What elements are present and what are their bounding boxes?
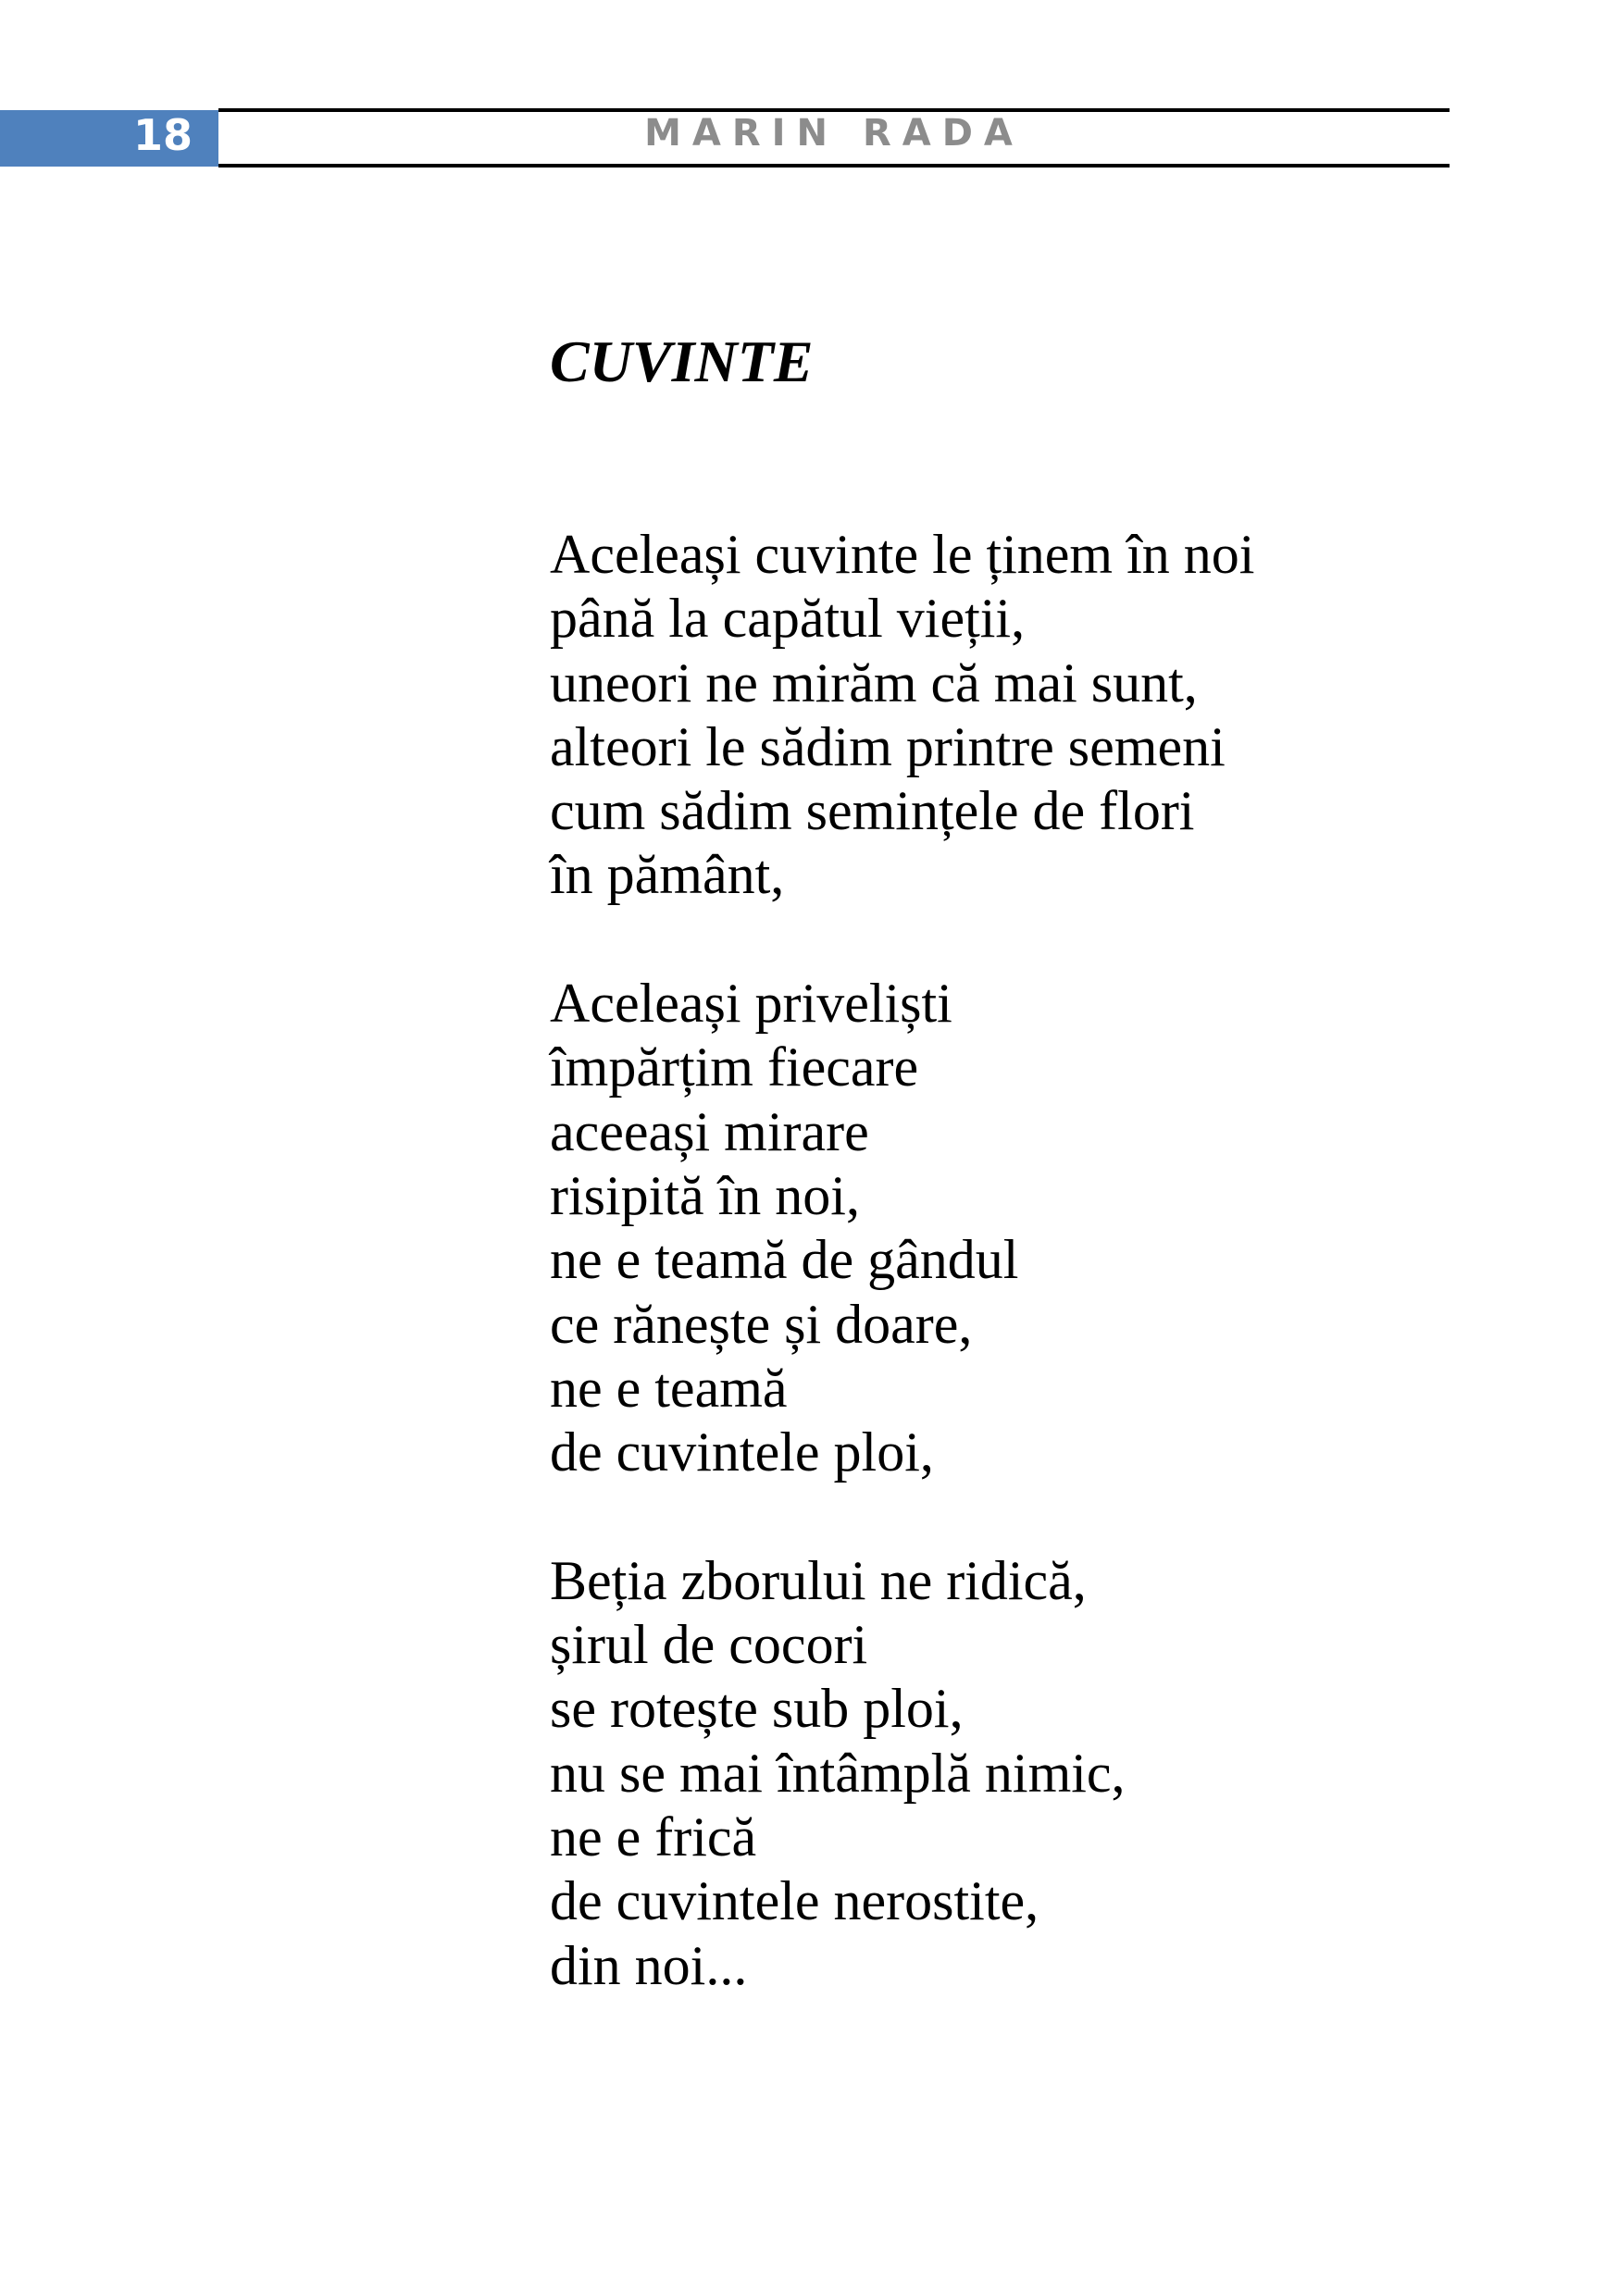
- poem-line: ne e teamă: [550, 1357, 788, 1419]
- page-number: 18: [132, 110, 193, 160]
- poem-line: de cuvintele ploi,: [550, 1421, 934, 1483]
- poem-line: împărțim fiecare: [550, 1036, 919, 1098]
- running-header-author: MARIN RADA: [644, 112, 1024, 155]
- poem-line: Aceleași cuvinte le ținem în noi: [550, 524, 1255, 585]
- stanza-break: [550, 1484, 1254, 1548]
- poem-line: cum sădim semințele de flori: [550, 780, 1195, 842]
- poem-line: se rotește sub ploi,: [550, 1678, 964, 1740]
- stanza-break: [550, 908, 1254, 972]
- poem-line: de cuvintele nerostite,: [550, 1870, 1039, 1932]
- poem-line: nu se mai întâmplă nimic,: [550, 1742, 1126, 1804]
- poem-line: ne e teamă de gândul: [550, 1229, 1019, 1291]
- poem-line: alteori le sădim printre semeni: [550, 715, 1226, 777]
- header-bottom-rule: [218, 164, 1450, 168]
- poem-line: Aceleași priveliști: [550, 973, 952, 1035]
- poem-line: șirul de cocori: [550, 1614, 868, 1676]
- poem-title: CUVINTE: [550, 329, 814, 394]
- poem-line: din noi...: [550, 1934, 748, 1996]
- poem-line: Beția zborului ne ridică,: [550, 1549, 1087, 1611]
- poem-line: până la capătul vieții,: [550, 588, 1026, 650]
- poem-line: risipită în noi,: [550, 1164, 860, 1226]
- poem-line: uneori ne mirăm că mai sunt,: [550, 652, 1198, 714]
- poem-line: ce rănește și doare,: [550, 1293, 973, 1355]
- poem-line: aceeași mirare: [550, 1100, 869, 1162]
- poem-line: în pământ,: [550, 844, 785, 906]
- poem-line: ne e frică: [550, 1806, 757, 1868]
- poem-body: [550, 523, 1254, 1998]
